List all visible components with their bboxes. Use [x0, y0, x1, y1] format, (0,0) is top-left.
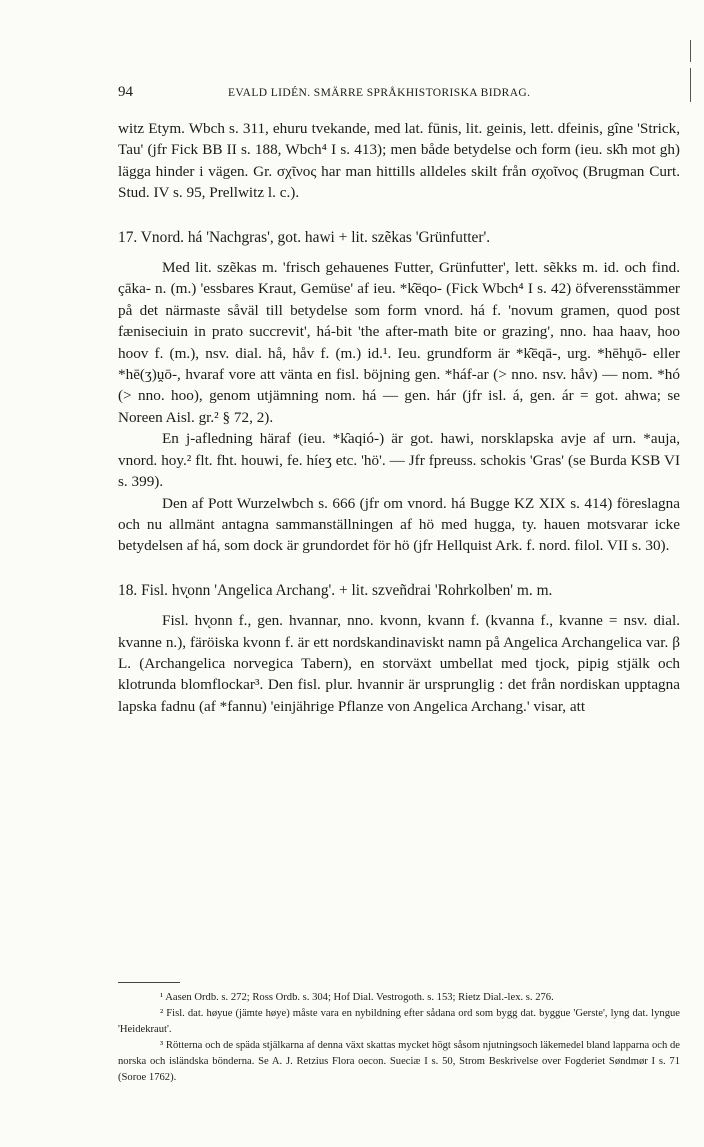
- footnotes: [118, 990, 680, 1086]
- footnote-3: ³ Rötterna och de späda stjälkarna af denna växt skattas mycket högt såsom njutningsoch läkemedel bland lapparna och de norska och isländska bönderna. Se A. J. Retzius Flora oecon. Sueciæ I s. 50, Strom Beskrivelse over Fogderiet Søndmør I s. 71 (Soroe 1762).: [118, 1040, 680, 1083]
- paragraph: Med lit. szẽkas m. 'frisch gehauenes Futter, Grünfutter', lett. sẽkks m. id. och find. çāka- n. (m.) 'essbares Kraut, Gemüse' af ieu. *k̑ēqo- (Fick Wbch⁴ I s. 42) öfverensstämmer på det närmaste såväl till betydelse som form vnord. há f. 'novum gramen, quod post fæniseciuin in prato succrevit', há-bit 'the after-math bite or grazing', nno. haa haav, hoo hoov f. (m.), nsv. dial. hå, håv f. (m.) id.¹. Ieu. grundform är *k̑ēqā-, urg. *hēhṷō- eller *hē(ʒ)ṷō-, hvaraf vore att vänta en fisl. böjning gen. *háf-ar (> nno. nsv. håv) — nom. *hó (> nno. hoo), genom utjämning nom. há — gen. hár (jfr isl. á, gen. ár = got. ahwa; se Noreen Aisl. gr.² § 72, 2).: [118, 259, 680, 426]
- paragraph: En j-afledning häraf (ieu. *k̑aqió-) är got. hawi, norsklapska avje af urn. *auja, vnord. hoy.² flt. fht. houwi, fe. híeʒ etc. 'hö'. — Jfr fpreuss. schokis 'Gras' (se Burda KSB VI s. 399).: [118, 430, 680, 491]
- footnote-2: ² Fisl. dat. høyue (jämte høye) måste vara en nybildning efter sådana ord som bygg dat. bygg​ue 'Gerste', lyng dat. lyngue 'Heidekraut'.: [118, 1008, 680, 1035]
- paragraph: witz Etym. Wbch s. 311, ehuru tvekande, med lat. fūnis, lit. geinis, lett. dfeinis, gîne 'Strick, Tau' (jfr Fick BB II s. 188, Wbch⁴ I s. 413); men både betydelse och form (ieu. sk̑h mot gh) lägga hinder i vägen. Gr. σχῖνος har man hittills alldeles skilt från σχοῖνος (Brugman Curt. Stud. IV s. 95, Prellwitz l. c.).: [118, 120, 680, 202]
- paragraph: Den af Pott Wurzelwbch s. 666 (jfr om vnord. há Bugge KZ XIX s. 414) föreslagna och nu allmänt antagna sammanställningen af hö med hugga, ty. hauen motsvarar icke betydelsen af há, som dock är grundordet för hö (jfr Hellquist Ark. f. nord. filol. VII s. 30).: [118, 494, 680, 555]
- running-header: [118, 84, 680, 106]
- page-number: 94: [118, 84, 133, 100]
- body-text: [118, 118, 680, 717]
- entry-heading-18: 18. Fisl. hv̨onn 'Angelica Archang'. + lit. szveñdrai 'Rohrkolben' m. m.: [118, 581, 553, 599]
- running-title: EVALD LIDÉN. SMÄRRE SPRÅKHISTORISKA BIDRAG.: [228, 87, 531, 99]
- scan-edge-mark: [690, 68, 691, 102]
- entry-heading-17: 17. Vnord. há 'Nachgras', got. hawi + lit. szẽkas 'Grünfutter'.: [118, 228, 491, 246]
- paragraph: Fisl. hv̨onn f., gen. hvannar, nno. kvonn, kvann f. (kvanna f., kvanne = nsv. dial. kvanne n.), färöiska kvonn f. är ett nordskandinaviskt namn på Angelica Archangelica var. β L. (Archangelica norvegica Tabern), en storväxt umbellat med tjock, pipig stjälk och klotrunda blomflockar³. Den fisl. plur. hvannir är ursprunglig : det från nordiskan upptagna lapska fadnu (af *fannu) 'einjährige Pflanze von Angelica Archang.' visar, att: [118, 612, 680, 715]
- footnote-rule: [118, 982, 180, 983]
- scan-edge-mark: [690, 40, 691, 62]
- footnote-1: ¹ Aasen Ordb. s. 272; Ross Ordb. s. 304; Hof Dial. Vestrogoth. s. 153; Rietz Dial.-lex. s. 276.: [160, 992, 554, 1003]
